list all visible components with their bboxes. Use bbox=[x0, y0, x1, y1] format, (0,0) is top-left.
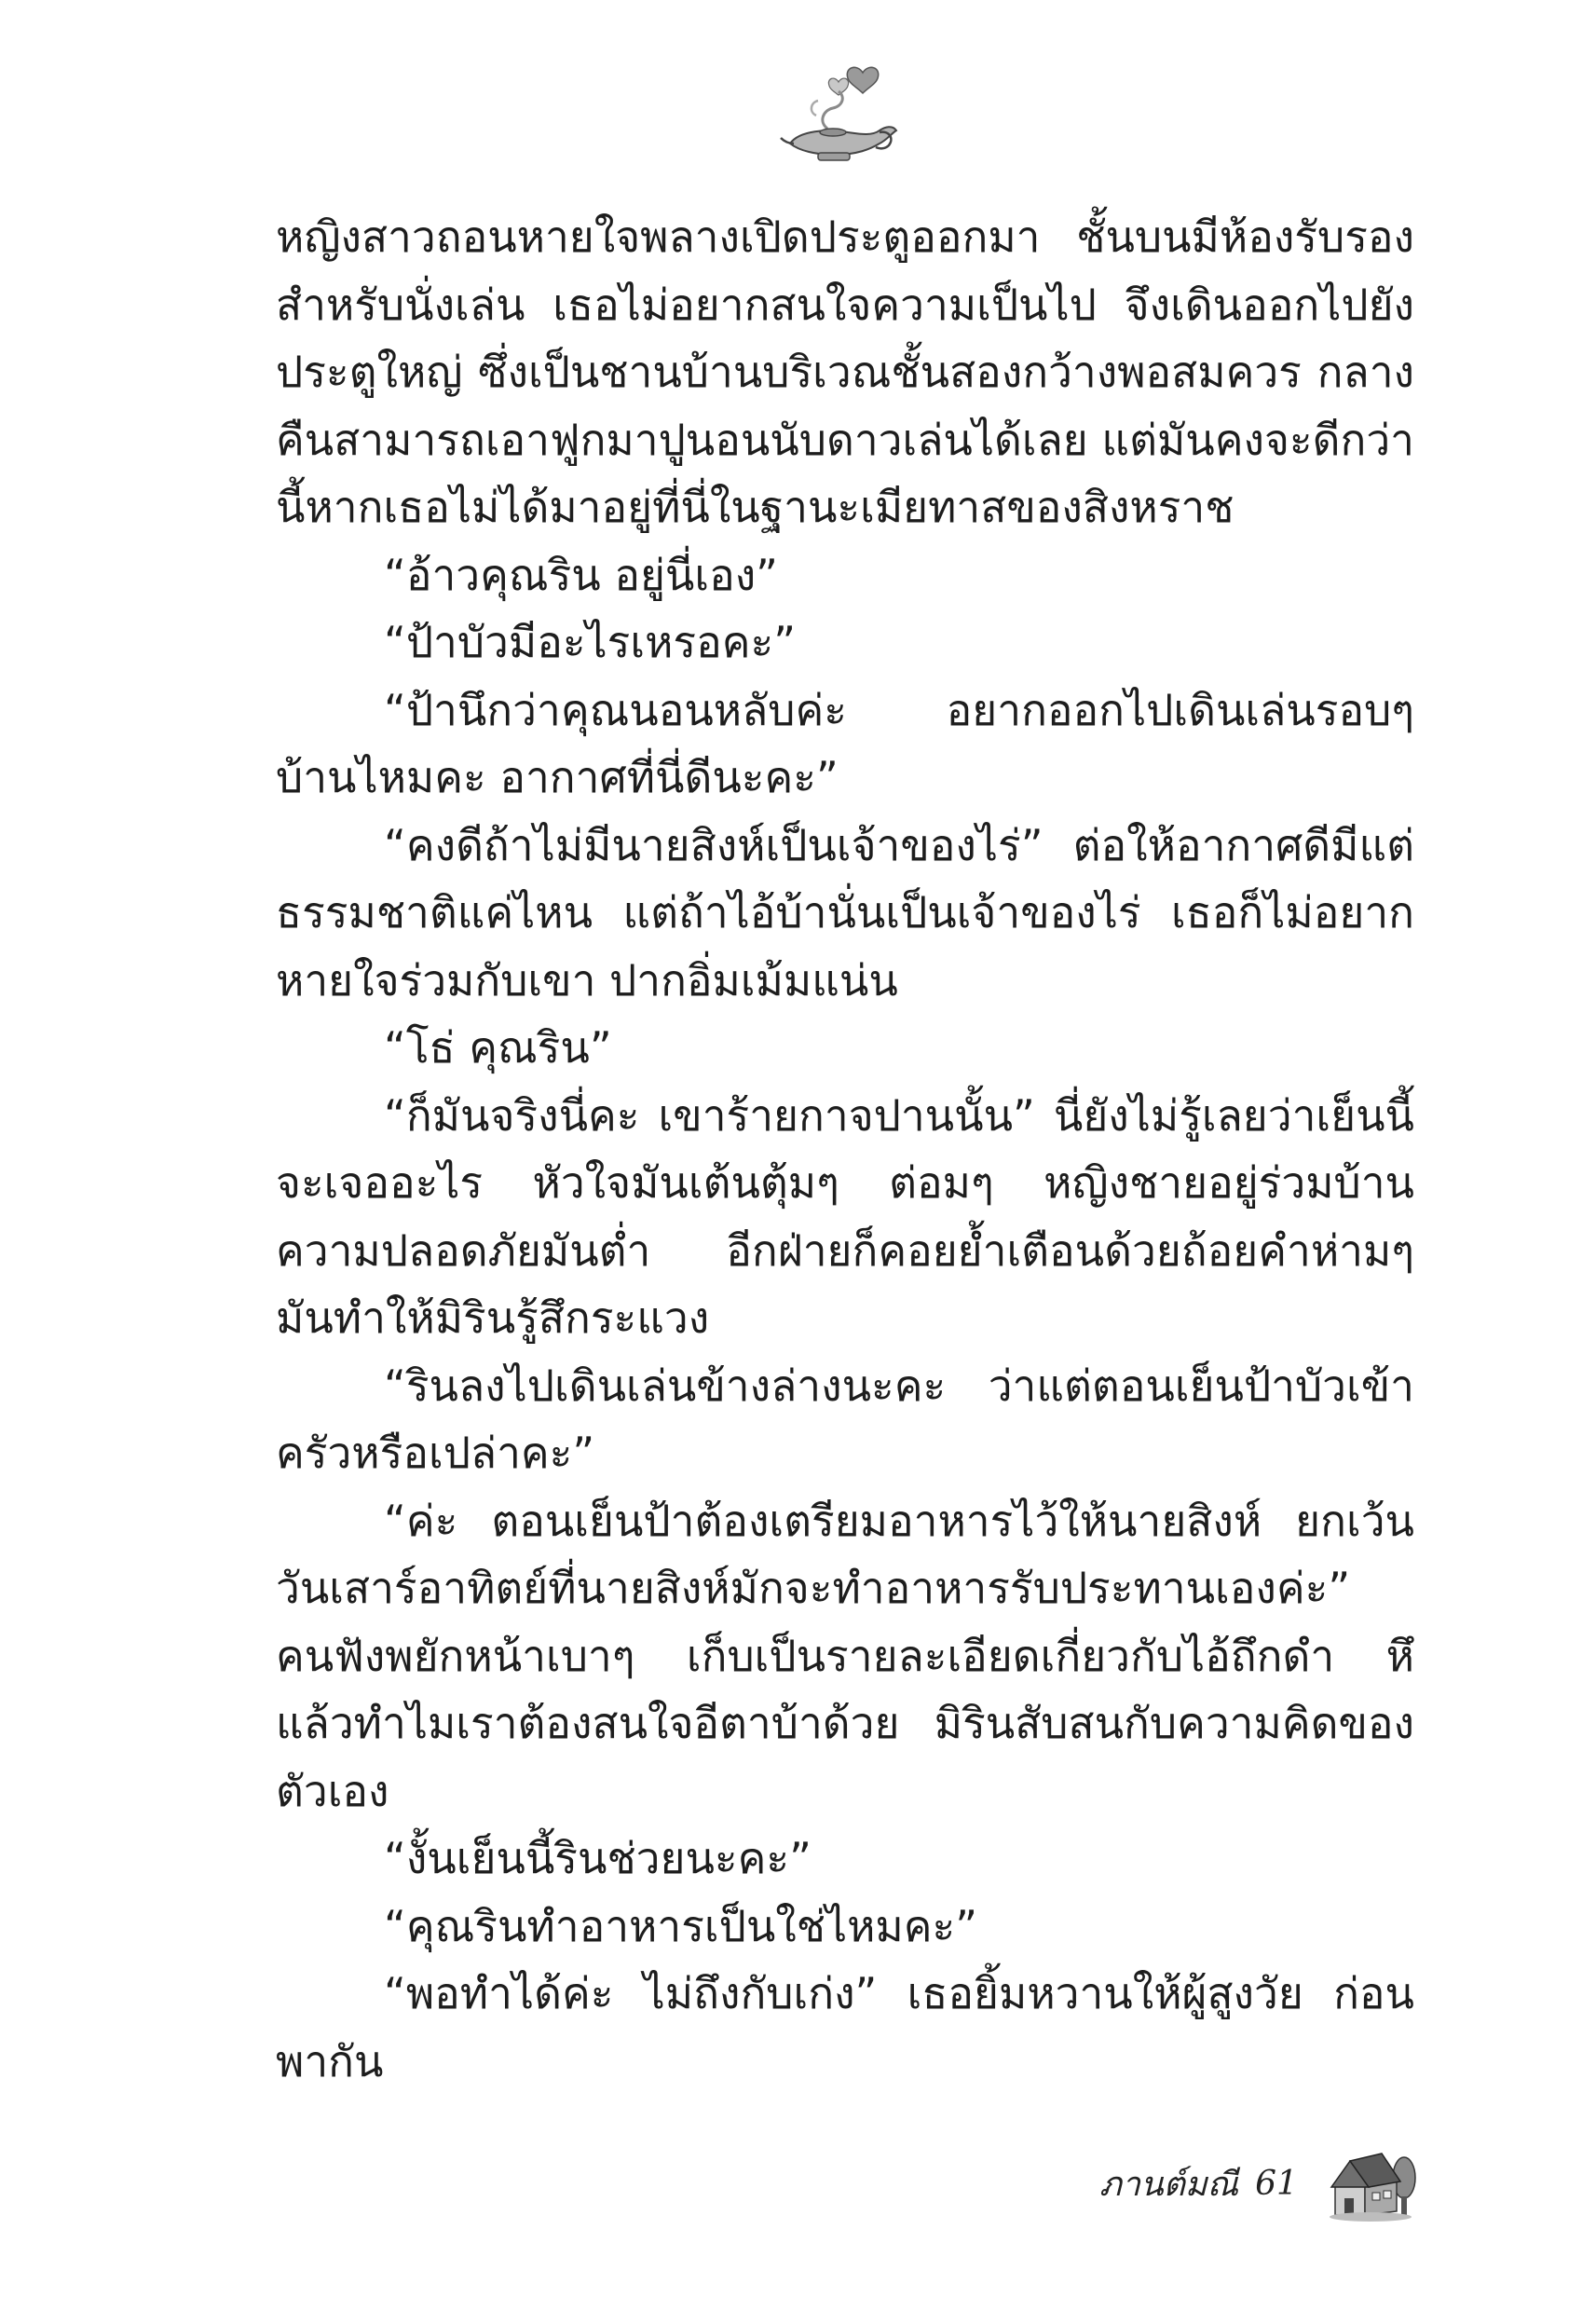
paragraph: “งั้นเย็นนี้รินช่วยนะคะ” bbox=[384, 1833, 812, 1883]
body-text bbox=[276, 203, 1414, 2095]
book-title: ภานต์มณี bbox=[1099, 2165, 1239, 2204]
page-number: 61 bbox=[1255, 2164, 1298, 2203]
paragraph: หญิงสาวถอนหายใจพลางเปิดประตูออกมา ชั้นบนมีห้องรับรองสำหรับนั่งเล่น เธอไม่อยากสนใจความเป็นไป จึงเดินออกไปยังประตูใหญ่ ซึ่งเป็นชานบ้านบริเวณชั้นสองกว้างพอสมควร กลางคืนสามารถเอาฟูกมาปูนอนนับดาวเล่นได้เลย แต่มันคงจะดีกว่านี้หากเธอไม่ได้มาอยู่ที่นี่ในฐานะเมียทาสของสิงหราช bbox=[276, 212, 1414, 532]
genie-lamp-with-hearts-icon bbox=[762, 54, 911, 166]
paragraph: “ก็มันจริงนี่คะ เขาร้ายกาจปานนั้น” นี่ยังไม่รู้เลยว่าเย็นนี้จะเจออะไร หัวใจมันเต้นตุ้มๆ ต่อมๆ หญิงชายอยู่ร่วมบ้าน ความปลอดภัยมันต่ำ อีกฝ่ายก็คอยย้ำเตือนด้วยถ้อยคำห่ามๆ มันทำให้มิรินรู้สึกระแวง bbox=[276, 1089, 1414, 1343]
paragraph: “พอทำได้ค่ะ ไม่ถึงกับเก่ง” เธอยิ้มหวานให้ผู้สูงวัย ก่อนพากัน bbox=[276, 1968, 1414, 2086]
paragraph: “ป้าบัวมีอะไรเหรอคะ” bbox=[384, 617, 797, 667]
paragraph: “อ้าวคุณริน อยู่นี่เอง” bbox=[384, 549, 779, 600]
paragraph: “ค่ะ ตอนเย็นป้าต้องเตรียมอาหารไว้ให้นายสิงห์ ยกเว้นวันเสาร์อาทิตย์ที่นายสิงห์มักจะทำอาหารรับประทานเองค่ะ” คนฟังพยักหน้าเบาๆ เก็บเป็นรายละเอียดเกี่ยวกับไอ้ถึกดำ หึ แล้วทำไมเราต้องสนใจอีตาบ้าด้วย มิรินสับสนกับความคิดของตัวเอง bbox=[276, 1495, 1414, 1816]
paragraph: “คุณรินทำอาหารเป็นใช่ไหมคะ” bbox=[384, 1900, 978, 1951]
paragraph: “คงดีถ้าไม่มีนายสิงห์เป็นเจ้าของไร่” ต่อให้อากาศดีมีแต่ธรรมชาติแค่ไหน แต่ถ้าไอ้บ้านั่นเป็นเจ้าของไร่ เธอก็ไม่อยากหายใจร่วมกับเขา ปากอิ่มเม้มแน่น bbox=[276, 819, 1414, 1005]
house-icon bbox=[1328, 2144, 1417, 2222]
paragraph: “รินลงไปเดินเล่นข้างล่างนะคะ ว่าแต่ตอนเย็นป้าบัวเข้าครัวหรือเปล่าคะ” bbox=[276, 1360, 1414, 1478]
paragraph: “โธ่ คุณริน” bbox=[384, 1022, 612, 1073]
page-footer bbox=[1099, 2151, 1417, 2216]
paragraph: “ป้านึกว่าคุณนอนหลับค่ะ อยากออกไปเดินเล่นรอบๆ บ้านไหมคะ อากาศที่นี่ดีนะคะ” bbox=[276, 684, 1414, 802]
